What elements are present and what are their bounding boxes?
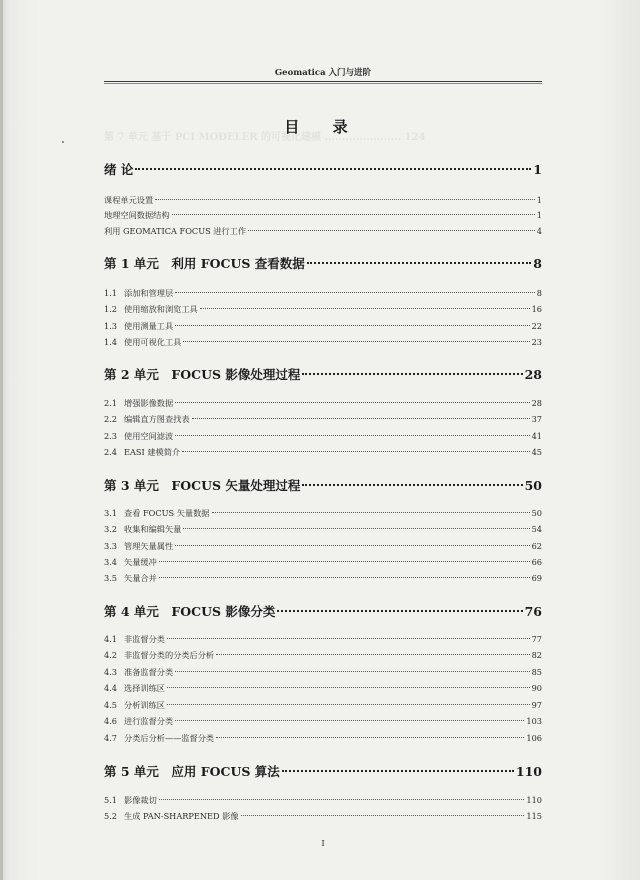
- toc-section-entry: [104, 557, 542, 568]
- toc-entry-title: 第 2 单元 FOCUS 影像处理过程: [104, 367, 301, 382]
- toc-entry-title: 使用可视化工具: [124, 337, 182, 347]
- scan-speck: [62, 141, 64, 143]
- toc-section-entry: [104, 195, 542, 206]
- dot-leader: [135, 168, 531, 170]
- toc-page-number: 76: [524, 604, 542, 619]
- toc-section-entry: [104, 414, 542, 425]
- toc-entry-label: [104, 337, 181, 348]
- toc-entry-title: 第 1 单元 利用 FOCUS 查看数据: [104, 256, 305, 271]
- toc-section-entry: [104, 573, 542, 584]
- toc-page-number: 41: [531, 431, 542, 441]
- toc-section-number: 3.2: [104, 524, 118, 534]
- page-number: I: [321, 839, 325, 849]
- toc-page-number: 110: [515, 764, 542, 779]
- toc-section-entry: [104, 634, 542, 645]
- toc-entry-title: 收集和编辑矢量: [124, 524, 182, 534]
- toc-section-number: 3.3: [104, 541, 118, 551]
- dot-leader: [167, 687, 530, 688]
- toc-entry-label: [104, 226, 246, 237]
- toc-entry-title: 增强影像数据: [124, 398, 174, 408]
- dot-leader: [282, 770, 514, 772]
- show-through-text: 第 7 单元 基于 PCI MODELER 的可视化建模 ...................... 124: [104, 132, 426, 143]
- toc-chapter-entry: [104, 365, 542, 383]
- dot-leader: [277, 610, 522, 612]
- toc-section-number: 4.4: [104, 683, 118, 693]
- toc-section-number: 4.5: [104, 700, 118, 710]
- book-spine-shadow: [0, 0, 3, 880]
- dot-leader: [212, 512, 530, 513]
- toc-section-number: 1.3: [104, 321, 118, 331]
- toc-section-entry: [104, 210, 542, 221]
- toc-page-number: 8: [533, 256, 542, 271]
- dot-leader: [172, 214, 535, 215]
- toc-entry-title: 非监督分类: [124, 634, 165, 644]
- toc-section-entry: [104, 667, 542, 678]
- toc-page-number: 54: [531, 524, 542, 534]
- toc-entry-title: 编辑直方图查找表: [124, 414, 190, 424]
- toc-entry-title: 添加和管理层: [124, 288, 174, 298]
- toc-entry-label: [104, 795, 157, 806]
- toc-entry-label: [104, 733, 214, 744]
- dot-leader: [175, 292, 535, 293]
- toc-entry-title: 非监督分类的分类后分析: [124, 650, 215, 660]
- toc-section-entry: [104, 288, 542, 299]
- toc-section-entry: [104, 431, 542, 442]
- toc-section-number: 4.3: [104, 667, 118, 677]
- toc-entry-title: 矢量缓冲: [124, 557, 157, 567]
- toc-entry-label: [104, 160, 133, 178]
- toc-entry-title: 利用 GEOMATICA FOCUS 进行工作: [104, 226, 247, 236]
- toc-section-entry: [104, 811, 542, 822]
- toc-section-entry: [104, 508, 542, 519]
- toc-section-entry: [104, 716, 542, 727]
- toc-section-number: 2.2: [104, 414, 118, 424]
- toc-entry-label: [104, 602, 275, 620]
- toc-section-entry: [104, 321, 542, 332]
- toc-page-number: 103: [526, 716, 542, 726]
- toc-section-number: 3.1: [104, 508, 118, 518]
- toc-entry-label: [104, 573, 157, 584]
- toc-page-number: 1: [533, 162, 542, 177]
- toc-page-number: 28: [524, 367, 542, 382]
- header-rule-thin: [104, 83, 542, 84]
- toc-section-number: 2.3: [104, 431, 118, 441]
- toc-entry-label: [104, 288, 173, 299]
- toc-entry-title: 课程单元设置: [104, 195, 154, 205]
- toc-entry-label: [104, 304, 198, 315]
- toc-page-number: 1: [536, 210, 542, 220]
- toc-entry-label: [104, 716, 173, 727]
- toc-section-entry: [104, 700, 542, 711]
- toc-entry-title: 准备监督分类: [124, 667, 174, 677]
- toc-entry-label: [104, 541, 173, 552]
- toc-entry-title: 分析训练区: [124, 700, 165, 710]
- toc-entry-title: 选择训练区: [124, 683, 165, 693]
- toc-entry-label: [104, 447, 180, 458]
- toc-chapter-entry: [104, 160, 542, 178]
- dot-leader: [182, 451, 529, 452]
- toc-entry-title: 使用测量工具: [124, 321, 174, 331]
- toc-page-number: 62: [531, 541, 542, 551]
- toc-entry-label: [104, 414, 190, 425]
- dot-leader: [192, 418, 530, 419]
- toc-entry-title: 查看 FOCUS 矢量数据: [124, 508, 210, 518]
- toc-section-number: 3.5: [104, 573, 118, 583]
- toc-section-number: 2.4: [104, 447, 118, 457]
- toc-section-number: 1.4: [104, 337, 118, 347]
- toc-entry-label: [104, 254, 305, 272]
- toc-page-number: 22: [531, 321, 542, 331]
- toc-page-number: 115: [526, 811, 542, 821]
- toc-entry-title: 绪 论: [104, 162, 134, 177]
- toc-section-entry: [104, 398, 542, 409]
- toc-page-number: 106: [526, 733, 542, 743]
- toc-page-number: 50: [531, 508, 542, 518]
- dot-leader: [159, 561, 530, 562]
- header-rule: [104, 81, 542, 82]
- toc-entry-title: 生成 PAN-SHARPENED 影像: [124, 811, 239, 821]
- dot-leader: [175, 435, 529, 436]
- toc-entry-title: 第 3 单元 FOCUS 矢量处理过程: [104, 478, 301, 493]
- dot-leader: [175, 720, 524, 721]
- toc-section-entry: [104, 226, 542, 237]
- toc-entry-label: [104, 634, 165, 645]
- toc-page-number: 1: [536, 195, 542, 205]
- toc-entry-label: [104, 431, 173, 442]
- dot-leader: [307, 262, 532, 264]
- toc-section-entry: [104, 795, 542, 806]
- toc-section-number: 1.2: [104, 304, 118, 314]
- dot-leader: [248, 230, 535, 231]
- toc-page-number: 110: [526, 795, 542, 805]
- toc-entry-label: [104, 811, 239, 822]
- toc-page-number: 4: [536, 226, 542, 236]
- toc-chapter-entry: [104, 254, 542, 272]
- toc-section-number: 2.1: [104, 398, 118, 408]
- toc-entry-label: [104, 195, 153, 206]
- toc-section-number: 4.6: [104, 716, 118, 726]
- toc-section-entry: [104, 337, 542, 348]
- toc-section-number: 4.7: [104, 733, 118, 743]
- toc-entry-label: [104, 398, 173, 409]
- toc-entry-label: [104, 508, 210, 519]
- toc-page-number: 8: [536, 288, 542, 298]
- toc-page-number: 16: [531, 304, 542, 314]
- toc-entry-title: 矢量合并: [124, 573, 157, 583]
- dot-leader: [216, 737, 524, 738]
- toc-entry-label: [104, 650, 214, 661]
- toc-entry-title: 进行监督分类: [124, 716, 174, 726]
- toc-page-number: 50: [524, 478, 542, 493]
- toc-entry-label: [104, 524, 181, 535]
- toc-entry-title: 管理矢量属性: [124, 541, 174, 551]
- toc-chapter-entry: [104, 602, 542, 620]
- toc-page-number: 85: [531, 667, 542, 677]
- toc-page-number: 66: [531, 557, 542, 567]
- dot-leader: [167, 704, 530, 705]
- dot-leader: [159, 799, 525, 800]
- toc-page-number: 28: [531, 398, 542, 408]
- toc-entry-label: [104, 700, 165, 711]
- toc-page-number: 97: [531, 700, 542, 710]
- dot-leader: [183, 341, 529, 342]
- toc-entry-title: 影像裁切: [124, 795, 157, 805]
- toc-section-entry: [104, 524, 542, 535]
- dot-leader: [241, 815, 525, 816]
- toc-page-number: 82: [531, 650, 542, 660]
- dot-leader: [167, 638, 530, 639]
- toc-section-number: 4.1: [104, 634, 118, 644]
- toc-section-number: 4.2: [104, 650, 118, 660]
- toc-section-number: 1.1: [104, 288, 118, 298]
- toc-section-number: 5.1: [104, 795, 118, 805]
- toc-entry-title: EASI 建模简介: [124, 447, 181, 457]
- running-head: Geomatica 入门与进阶: [274, 68, 372, 78]
- toc-chapter-entry: [104, 762, 542, 780]
- toc-section-entry: [104, 733, 542, 744]
- toc-entry-title: 第 4 单元 FOCUS 影像分类: [104, 604, 276, 619]
- toc-page-number: 45: [531, 447, 542, 457]
- toc-section-entry: [104, 541, 542, 552]
- dot-leader: [183, 528, 529, 529]
- toc-entry-label: [104, 683, 165, 694]
- toc-entry-label: [104, 762, 280, 780]
- dot-leader: [216, 654, 530, 655]
- dot-leader: [200, 308, 530, 309]
- toc-section-entry: [104, 683, 542, 694]
- toc-entry-label: [104, 365, 300, 383]
- toc-entry-title: 第 5 单元 应用 FOCUS 算法: [104, 764, 280, 779]
- dot-leader: [175, 671, 529, 672]
- dot-leader: [302, 484, 522, 486]
- dot-leader: [175, 402, 529, 403]
- dot-leader: [175, 325, 529, 326]
- dot-leader: [302, 373, 522, 375]
- toc-section-entry: [104, 304, 542, 315]
- toc-entry-label: [104, 210, 170, 221]
- toc-page-number: 77: [531, 634, 542, 644]
- toc-title: 目 录: [284, 118, 362, 136]
- toc-section-entry: [104, 650, 542, 661]
- dot-leader: [175, 545, 529, 546]
- toc-entry-label: [104, 667, 173, 678]
- toc-entry-label: [104, 476, 300, 494]
- dot-leader: [159, 577, 530, 578]
- toc-entry-label: [104, 557, 157, 568]
- toc-page-number: 37: [531, 414, 542, 424]
- toc-page-number: 23: [531, 337, 542, 347]
- toc-page-number: 69: [531, 573, 542, 583]
- toc-section-number: 3.4: [104, 557, 118, 567]
- toc-entry-title: 地理空间数据结构: [104, 210, 170, 220]
- toc-entry-title: 使用缩放和浏览工具: [124, 304, 198, 314]
- dot-leader: [155, 199, 535, 200]
- toc-chapter-entry: [104, 476, 542, 494]
- toc-section-entry: [104, 447, 542, 458]
- toc-section-number: 5.2: [104, 811, 118, 821]
- toc-entry-label: [104, 321, 173, 332]
- toc-entry-title: 使用空间滤波: [124, 431, 174, 441]
- toc-page-number: 90: [531, 683, 542, 693]
- toc-entry-title: 分类后分析——监督分类: [124, 733, 215, 743]
